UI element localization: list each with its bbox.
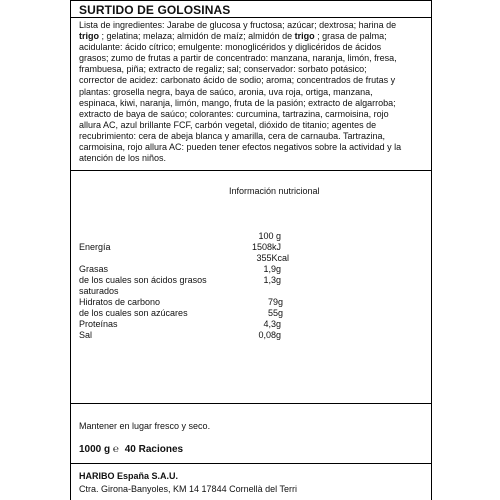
salt-value: 0,08g: [258, 330, 281, 340]
ingredient-text: Lista de ingredientes: Jarabe de glucosa y fructosa; azúcar; dextrosa; harina de: [79, 20, 397, 30]
ingredient-text: plantas: grosella negra, baya de saúco, aronia, uva roja, ortiga, manzana,: [79, 86, 373, 97]
ingredient-text: acidulante: ácido cítrico; emulgente: monoglicéridos y diglicéridos de ácidos: [79, 42, 382, 53]
ingredient-text: espinaca, kiwi, naranja, limón, mango, fruta de la pasión; extracto de algarroba;: [79, 97, 396, 108]
ingredient-text: corrector de acidez: carbonato ácido de sodio; aroma; concentrados de frutas y: [79, 75, 396, 86]
ingredients-line: [79, 31, 429, 42]
carbs-label: Hidratos de carbono: [79, 297, 161, 307]
ingredients-line: [79, 131, 429, 142]
company-address: Ctra. Girona-Banyoles, KM 14 17844 Cornellà del Terri: [79, 484, 297, 494]
ingredients-line: [79, 142, 429, 153]
nutrition-title: Información nutricional: [229, 186, 320, 196]
protein-value: 4,3g: [263, 319, 281, 329]
net-weight-line: [79, 444, 183, 455]
top-border: [71, 0, 431, 1]
carbs-value: 79g: [267, 297, 283, 307]
ingredients-line: [79, 53, 429, 64]
fat-label: Grasas: [79, 264, 109, 274]
fat-value: 1,9g: [263, 264, 281, 274]
ingredient-text: grasos; zumo de frutas a partir de concentrado: manzana, naranja, limón, fresa,: [79, 53, 397, 64]
sugars-value: 55g: [267, 308, 283, 318]
nutrition-per-header: 100 g: [258, 231, 281, 241]
company-name: HARIBO España S.A.U.: [79, 471, 179, 481]
sugars-label: de los cuales son azúcares: [79, 308, 188, 318]
servings: 40 Raciones: [124, 444, 184, 455]
saturated-fat-value: 1,3g: [263, 275, 281, 285]
ingredient-text: carmoisina, rojo allura AC: pueden tener efectos negativos sobre la actividad y la: [79, 142, 402, 153]
title-divider: [71, 17, 431, 18]
product-title: SURTIDO DE GOLOSINAS: [79, 3, 231, 17]
energy-kcal-value: 355Kcal: [256, 253, 289, 263]
ingredients-line: [79, 64, 429, 75]
product-label: [70, 0, 432, 500]
ingredient-text: ; gelatina; melaza; almidón de maíz; almidón de: [99, 31, 295, 42]
allergen-text: trigo: [294, 31, 315, 42]
ingredients-line: [79, 42, 429, 53]
ingredients-line: [79, 98, 429, 109]
ingredient-text: extracto de baya de saúco; colorantes: curcumina, tartrazina, carmoisina, rojo: [79, 108, 389, 119]
ingredients-line: [79, 20, 429, 31]
allergen-text: trigo: [79, 31, 99, 42]
ingredient-text: recubrimiento: cera de abeja blanca y amarilla, cera de carnauba. Tartrazina,: [79, 130, 385, 141]
nutrition-divider: [71, 403, 431, 404]
protein-label: Proteínas: [79, 319, 118, 329]
ingredient-text: allura AC, azul brillante FCF, carbón vegetal, dióxido de titanio; agentes de: [79, 119, 377, 130]
saturated-label-cont: saturados: [79, 286, 119, 296]
ingredients-line: [79, 109, 429, 120]
ingredients-divider: [71, 170, 431, 171]
estimated-mark: ℮: [112, 444, 119, 455]
ingredient-text: frambuesa, piña; extracto de regaliz; sal; conservador: sorbato potásico;: [79, 64, 367, 75]
energy-kj-value: 1508kJ: [251, 242, 281, 252]
net-weight: 1000 g: [79, 444, 111, 455]
ingredients-line: [79, 153, 429, 164]
energy-label: Energía: [79, 242, 111, 252]
ingredients-line: [79, 75, 429, 86]
saturated-fat-label: de los cuales son ácidos grasos: [79, 275, 207, 285]
weight-divider: [71, 463, 431, 464]
ingredients-list: [79, 20, 429, 164]
salt-label: Sal: [79, 330, 93, 340]
ingredients-line: [79, 87, 429, 98]
storage-instructions: Mantener en lugar fresco y seco.: [79, 421, 211, 431]
ingredient-text: atención de los niños.: [79, 153, 167, 164]
ingredient-text: ; grasa de palma;: [314, 31, 387, 42]
ingredients-line: [79, 120, 429, 131]
